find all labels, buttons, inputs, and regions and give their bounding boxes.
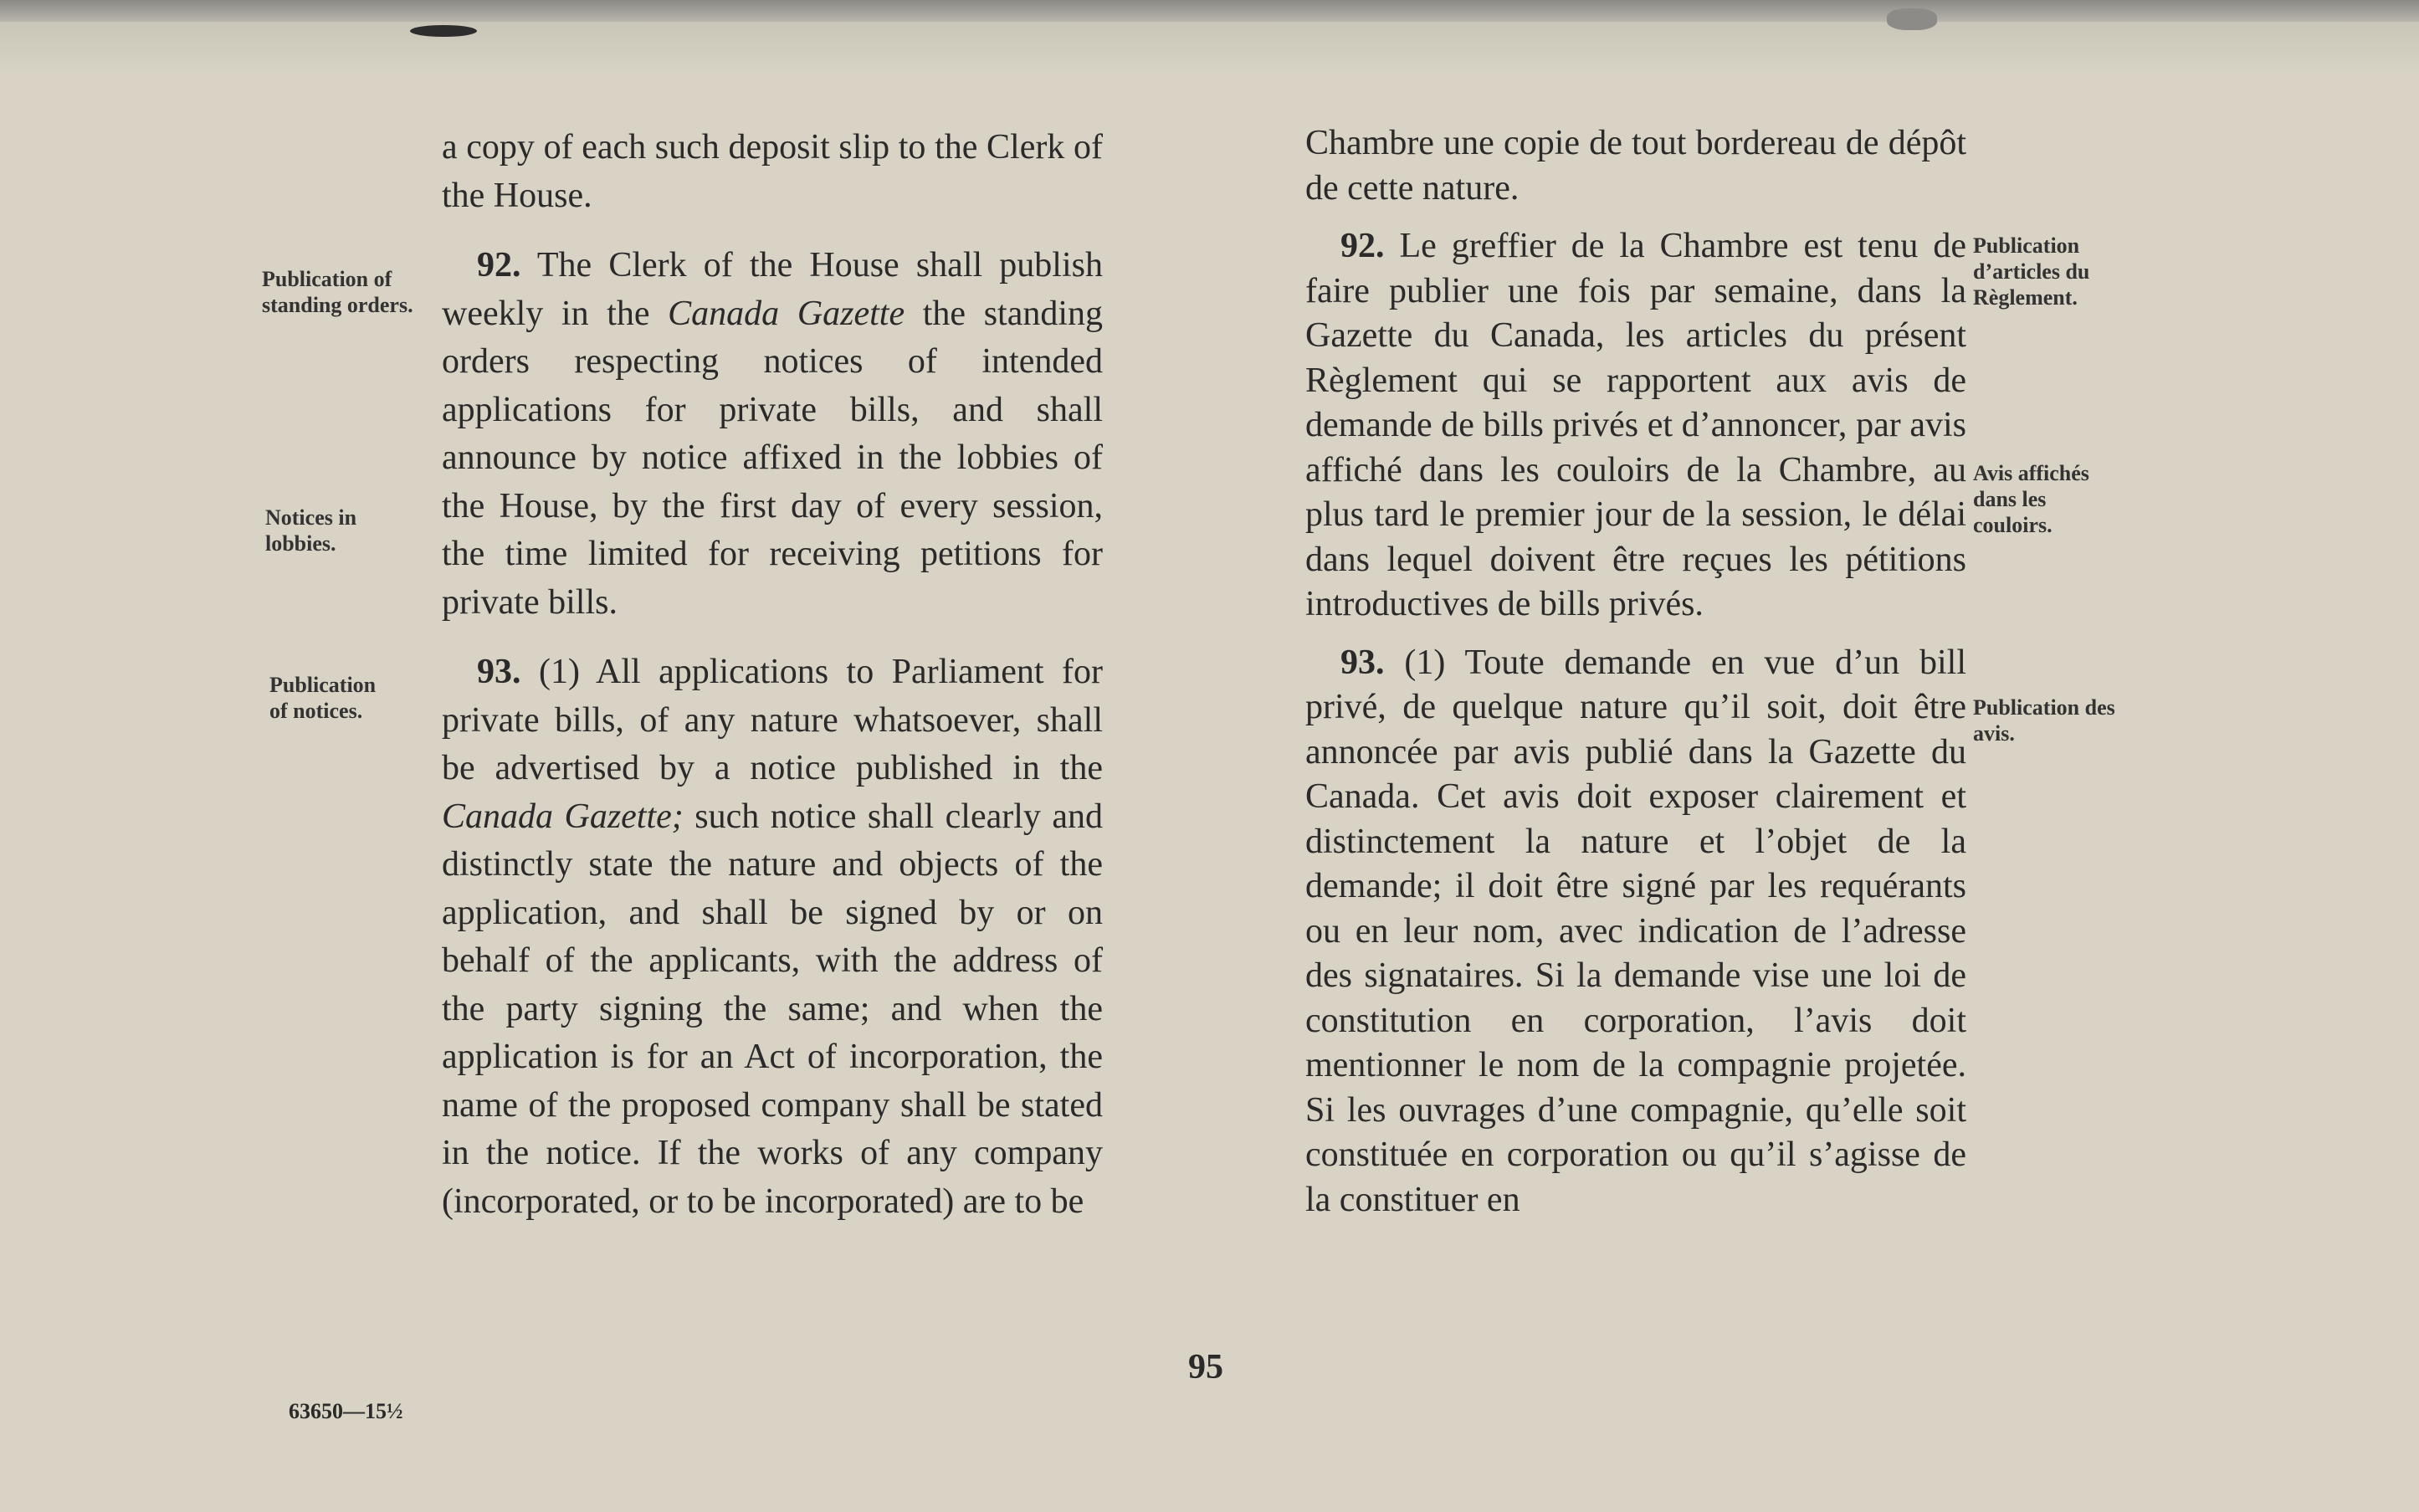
english-paragraph-carryover: a copy of each such deposit slip to the Clerk of the House. xyxy=(442,128,1103,215)
footer-code: 63650—15½ xyxy=(289,1399,403,1423)
section-number: 93. xyxy=(1340,643,1385,682)
margin-note-publication-avis: Publication des avis. xyxy=(1973,695,2115,746)
section-number: 93. xyxy=(477,653,521,691)
section-93-text-fr: (1) Toute demande en vue d’un bill privé, de quelque nature qu’il soit, doit être annoncée par avis publié dans la Gazette du Canada. Cet avis doit exposer clairement et distinctement la nature et l’objet de la demande; il doit être signé par les requérants ou en leur nom, avec indication de l’adresse des signataires. Si la demande vise une loi de constitution en corporation, l’avis doit mentionner le nom de la compagnie projetée. Si les ouvrages d’une compagnie, qu’elle soit constituée en corporation ou qu’il s’agisse de la constituer en xyxy=(1305,643,1967,1219)
french-paragraph-carryover: Chambre une copie de tout bordereau de dépôt de cette nature. xyxy=(1305,124,1966,208)
margin-note-notices-lobbies: Notices in lobbies. xyxy=(265,505,357,556)
english-section-93 xyxy=(442,648,1103,1226)
english-section-92 xyxy=(442,242,1103,627)
section-93-text-a: (1) All applications to Parliament for private bills, of any nature whatsoever, shall be advertised by a notice published in the xyxy=(442,653,1104,787)
section-92-text-b: the standing orders respecting notices of intended applications for private bills, and shall announce by notice affixed in the lobbies of the House, by the first day of every session, the time limited for receiving petitions for private bills. xyxy=(442,294,1104,622)
margin-note-publication-articles: Publication d’articles du Règlement. xyxy=(1973,233,2090,310)
binding-clip-left xyxy=(410,25,477,37)
canada-gazette-italic: Canada Gazette; xyxy=(442,797,684,836)
section-92-text-fr: Le greffier de la Chambre est tenu de faire publier une fois par semaine, dans la Gazette du Canada, les articles du présent Règlement qui se rapportent aux avis de demande de bills privés et d’annoncer, par avis affiché dans les couloirs de la Chambre, au plus tard le premier jour de la session, le délai dans lequel doivent être reçues les pétitions introductives de bills privés. xyxy=(1305,227,1967,623)
margin-note-avis-affiches: Avis affichés dans les couloirs. xyxy=(1973,461,2089,537)
section-92-text-a: The Clerk of the House shall publish weekly in the xyxy=(442,246,1103,333)
french-section-92 xyxy=(1305,224,1966,628)
french-text-column xyxy=(1305,121,1966,1222)
french-section-93 xyxy=(1305,641,1966,1223)
section-93-text-b: such notice shall clearly and distinctly state the nature and objects of the application, and shall be signed by or on behalf of the applicants, with the address of the party signing the same; and when the application is for an Act of incorporation, the name of the proposed company shall be stated in the notice. If the works of any company (incorporated, or to be incorporated) are to be xyxy=(442,797,1104,1221)
page-number: 95 xyxy=(1188,1348,1223,1386)
binding-clip-right xyxy=(1887,8,1937,30)
canada-gazette-italic: Canada Gazette xyxy=(668,294,905,333)
margin-note-publication-standing-orders: Publication of standing orders. xyxy=(262,267,413,317)
margin-note-publication-notices: Publication of notices. xyxy=(269,673,377,723)
section-number: 92. xyxy=(477,246,521,284)
english-text-column xyxy=(442,124,1103,1226)
section-number: 92. xyxy=(1340,227,1385,265)
page-edge xyxy=(0,0,2419,22)
